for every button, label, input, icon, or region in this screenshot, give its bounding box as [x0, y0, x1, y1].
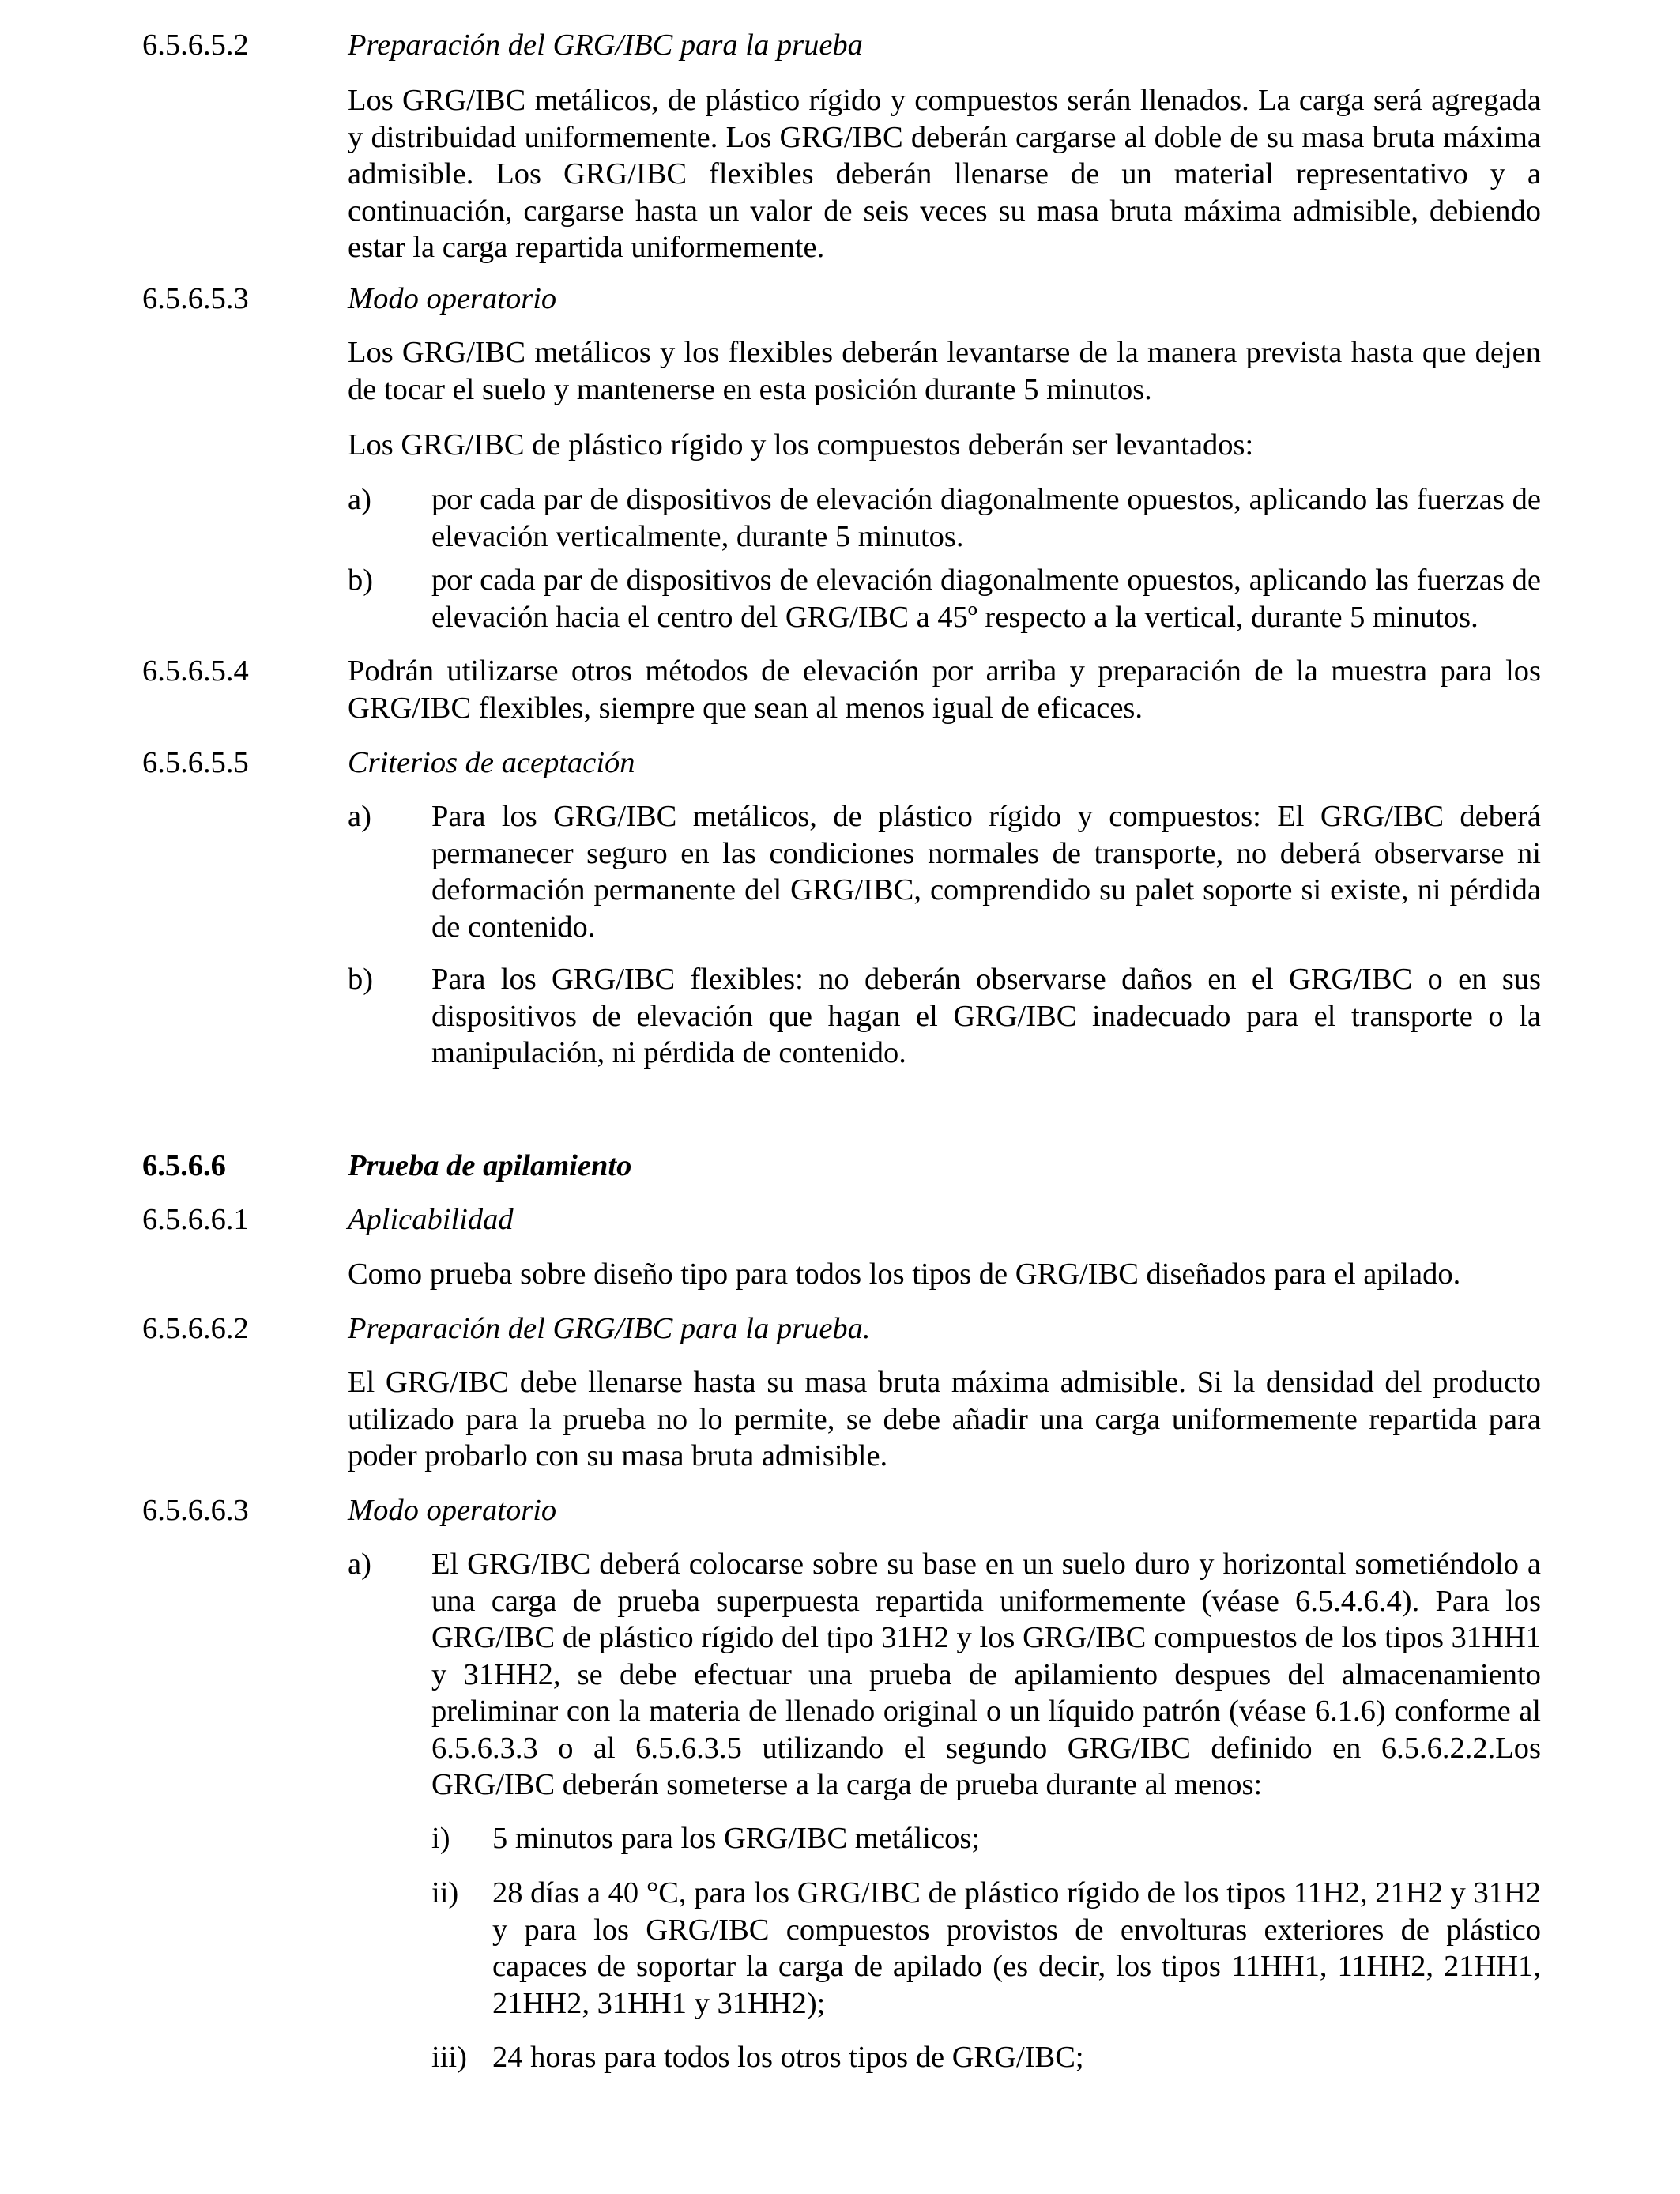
list-marker: a) — [348, 800, 371, 833]
paragraph-text: Los GRG/IBC de plástico rígido y los compuestos deberán ser levantados: — [348, 428, 1254, 462]
paragraph-text: El GRG/IBC debe llenarse hasta su masa bruta máxima admisible. Si la densidad del producto utilizado para la prueba no lo permite, se debe añadir una carga uniformemente repartida para poder probarlo con su masa bruta admisible. — [348, 1366, 1541, 1472]
section-number: 6.5.6.6.2 — [142, 1312, 249, 1345]
section-number: 6.5.6.5.5 — [142, 746, 249, 779]
section-number: 6.5.6.5.4 — [142, 654, 249, 688]
list-marker: b) — [348, 963, 374, 996]
paragraph-text: Como prueba sobre diseño tipo para todos los tipos de GRG/IBC diseñados para el apilado. — [348, 1257, 1461, 1291]
paragraph-text: Podrán utilizarse otros métodos de elevación por arriba y preparación de la muestra para los GRG/IBC flexibles, siempre que sean al menos igual de eficaces. — [348, 654, 1541, 725]
list-marker: i) — [431, 1822, 450, 1855]
paragraph-text: Los GRG/IBC metálicos y los flexibles deberán levantarse de la manera prevista hasta que dejen de tocar el suelo y mantenerse en esta posición durante 5 minutos. — [348, 336, 1541, 406]
section-title: Modo operatorio — [348, 1494, 557, 1527]
section-title: Preparación del GRG/IBC para la prueba. — [348, 1312, 871, 1345]
list-marker: a) — [348, 483, 371, 516]
list-item-text: por cada par de dispositivos de elevación diagonalmente opuestos, aplicando las fuerzas de elevación hacia el centro del GRG/IBC a 45º respecto a la vertical, durante 5 minutos. — [431, 564, 1541, 634]
list-item-text: 5 minutos para los GRG/IBC metálicos; — [492, 1822, 981, 1855]
list-item-text: El GRG/IBC deberá colocarse sobre su base en un suelo duro y horizontal sometiéndolo a una carga de prueba superpuesta repartida uniformemente (véase 6.5.4.6.4). Para los GRG/IBC de plástico rígido del tipo 31H2 y los GRG/IBC compuestos de los tipos 31HH1 y 31HH2, se debe efectuar una prueba de apilamiento despues del almacenamiento preliminar con la materia de llenado original o un líquido patrón (véase 6.1.6) conforme al 6.5.6.3.3 o al 6.5.6.3.5 utilizando el segundo GRG/IBC definido en 6.5.6.2.2.Los GRG/IBC deberán someterse a la carga de prueba durante al menos: — [431, 1547, 1541, 1801]
section-number: 6.5.6.6.3 — [142, 1494, 249, 1527]
section-number: 6.5.6.6 — [142, 1149, 226, 1182]
section-number: 6.5.6.5.2 — [142, 28, 249, 62]
section-title: Preparación del GRG/IBC para la prueba — [348, 28, 863, 62]
list-item-text: 28 días a 40 °C, para los GRG/IBC de plástico rígido de los tipos 11H2, 21H2 y 31H2 y para los GRG/IBC compuestos provistos de envolturas exteriores de plástico capaces de soportar la carga de apilado (es decir, los tipos 11HH1, 11HH2, 21HH1, 21HH2, 31HH1 y 31HH2); — [492, 1876, 1541, 2020]
list-marker: iii) — [431, 2041, 467, 2074]
list-item-text: 24 horas para todos los otros tipos de GRG/IBC; — [492, 2041, 1084, 2074]
list-marker: ii) — [431, 1876, 459, 1909]
list-item-text: Para los GRG/IBC metálicos, de plástico rígido y compuestos: El GRG/IBC deberá permanecer seguro en las condiciones normales de transporte, no deberá observarse ni deformación permanente del GRG/IBC, comprendido su palet soporte si existe, ni pérdida de contenido. — [431, 800, 1541, 944]
section-title: Prueba de apilamiento — [348, 1149, 632, 1182]
list-marker: b) — [348, 564, 374, 597]
section-title: Modo operatorio — [348, 282, 557, 315]
section-number: 6.5.6.6.1 — [142, 1203, 249, 1236]
list-item-text: por cada par de dispositivos de elevación diagonalmente opuestos, aplicando las fuerzas de elevación verticalmente, durante 5 minutos. — [431, 483, 1541, 553]
paragraph-text: Los GRG/IBC metálicos, de plástico rígido y compuestos serán llenados. La carga será agregada y distribuidad uniformemente. Los GRG/IBC deberán cargarse al doble de su masa bruta máxima admisible. Los GRG/IBC flexibles deberán llenarse de un material representativo y a continuación, cargarse hasta un valor de seis veces su masa bruta máxima admisible, debiendo estar la carga repartida uniformemente. — [348, 84, 1541, 264]
list-marker: a) — [348, 1547, 371, 1581]
section-title: Aplicabilidad — [348, 1203, 514, 1236]
section-title: Criterios de aceptación — [348, 746, 635, 779]
list-item-text: Para los GRG/IBC flexibles: no deberán observarse daños en el GRG/IBC o en sus dispositivos de elevación que hagan el GRG/IBC inadecuado para el transporte o la manipulación, ni pérdida de contenido. — [431, 963, 1541, 1069]
section-number: 6.5.6.5.3 — [142, 282, 249, 315]
